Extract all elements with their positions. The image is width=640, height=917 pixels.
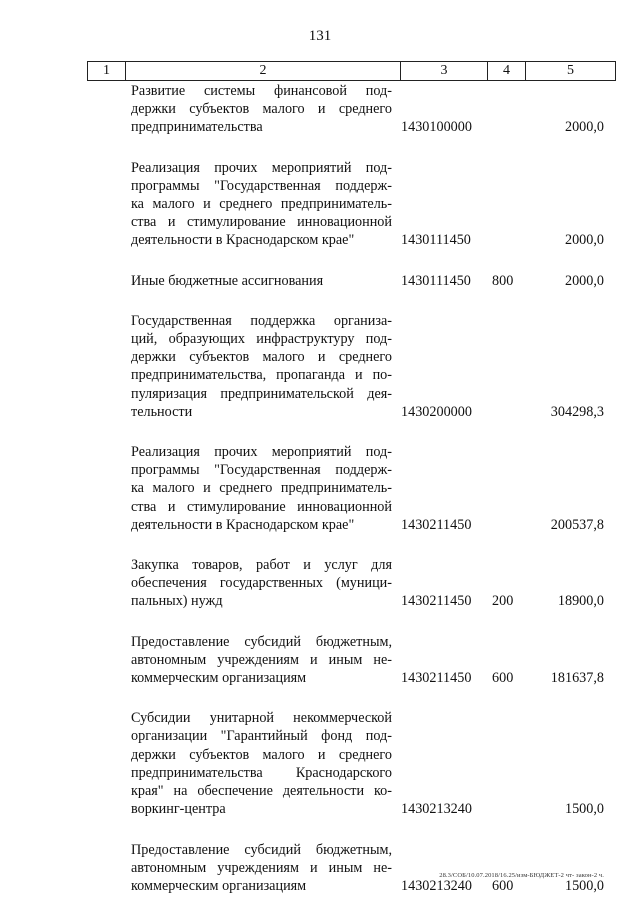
row-amount: 2000,0 — [564, 119, 604, 136]
description-line: предпринимательства Краснодарского — [131, 764, 392, 781]
row-description — [131, 443, 392, 534]
description-line: Государственная поддержка организа- — [131, 312, 392, 329]
description-line: держки субъектов малого и среднего — [131, 101, 392, 118]
description-line: Иные бюджетные ассигнования — [131, 272, 324, 289]
row-amount: 304298,3 — [550, 403, 604, 420]
row-amount: 181637,8 — [550, 670, 604, 687]
row-code: 1430100000 — [401, 119, 472, 136]
description-line: коммерческим организациям — [131, 670, 307, 687]
column-header-5: 5 — [526, 62, 616, 81]
budget-row — [0, 633, 640, 688]
description-line: держки субъектов малого и среднего — [131, 349, 392, 366]
row-code: 1430213240 — [401, 801, 472, 818]
description-line: края" на обеспечение деятельности ко- — [131, 783, 392, 800]
row-code: 1430211450 — [401, 593, 472, 610]
description-line: воркинг-центра — [131, 801, 226, 818]
column-header-table — [87, 61, 616, 81]
description-line: Закупка товаров, работ и услуг для — [131, 557, 392, 574]
description-line: ка малого и среднего предприниматель- — [131, 480, 392, 497]
row-amount: 18900,0 — [557, 593, 604, 610]
row-amount: 1500,0 — [564, 801, 604, 818]
budget-row — [0, 272, 640, 290]
budget-row — [0, 82, 640, 137]
column-header-2: 2 — [126, 62, 401, 81]
row-code: 1430111450 — [401, 272, 471, 289]
column-header-4: 4 — [488, 62, 526, 81]
description-line: ка малого и среднего предприниматель- — [131, 196, 392, 213]
description-line: программы "Государственная поддерж- — [131, 177, 392, 194]
description-line: обеспечения государственных (муници- — [131, 575, 392, 592]
description-line: предпринимательства — [131, 119, 263, 136]
column-header-3: 3 — [401, 62, 488, 81]
description-line: автономным учреждениям и иным не- — [131, 859, 392, 876]
row-amount: 2000,0 — [564, 272, 604, 289]
description-line: держки субъектов малого и среднего — [131, 746, 392, 763]
footer-reference: 28.3/СОБ/10.07.2018/16.25/изм-БЮДЖЕТ-2 чт- закон-2 ч. — [439, 872, 604, 879]
row-amount: 2000,0 — [564, 232, 604, 249]
description-line: Предоставление субсидий бюджетным, — [131, 633, 392, 650]
row-code: 1430211450 — [401, 516, 472, 533]
description-line: деятельности в Краснодарском крае" — [131, 232, 355, 249]
description-line: организации "Гарантийный фонд под- — [131, 728, 392, 745]
description-line: пуляризация предпринимательской дея- — [131, 385, 392, 402]
row-expense-type: 200 — [492, 593, 514, 610]
row-description — [131, 709, 392, 818]
row-description — [131, 159, 392, 250]
row-description — [131, 312, 392, 421]
row-expense-type: 800 — [492, 272, 514, 289]
budget-rows — [0, 82, 640, 917]
row-description — [131, 556, 392, 611]
budget-row — [0, 443, 640, 534]
description-line: ства и стимулирование инновационной — [131, 498, 392, 515]
page-number: 131 — [308, 28, 332, 44]
row-description — [131, 841, 392, 896]
budget-row — [0, 556, 640, 611]
description-line: деятельности в Краснодарском крае" — [131, 516, 355, 533]
budget-row — [0, 312, 640, 421]
row-amount: 1500,0 — [564, 877, 604, 894]
budget-row — [0, 709, 640, 818]
description-line: Развитие системы финансовой под- — [131, 83, 392, 99]
row-code: 1430211450 — [401, 670, 472, 687]
budget-row — [0, 841, 640, 896]
description-line: предпринимательства, пропаганда и по- — [131, 367, 392, 384]
description-line: ства и стимулирование инновационной — [131, 214, 392, 231]
description-line: программы "Государственная поддерж- — [131, 462, 392, 479]
description-line: Реализация прочих мероприятий под- — [131, 159, 392, 176]
row-expense-type: 600 — [492, 877, 514, 894]
description-line: пальных) нужд — [131, 593, 223, 610]
description-line: автономным учреждениям и иным не- — [131, 651, 392, 668]
description-line: Субсидии унитарной некоммерческой — [131, 710, 392, 727]
row-description — [131, 82, 392, 137]
row-code: 1430111450 — [401, 232, 471, 249]
row-description — [131, 272, 392, 290]
description-line: коммерческим организациям — [131, 877, 307, 894]
row-expense-type: 600 — [492, 670, 514, 687]
description-line: ций, образующих инфраструктуру под- — [131, 331, 392, 348]
row-code: 1430200000 — [401, 403, 472, 420]
description-line: Реализация прочих мероприятий под- — [131, 444, 392, 461]
description-line: Предоставление субсидий бюджетным, — [131, 841, 392, 858]
column-header-1: 1 — [88, 62, 126, 81]
description-line: тельности — [131, 403, 193, 420]
row-code: 1430213240 — [401, 877, 472, 894]
row-amount: 200537,8 — [550, 516, 604, 533]
row-description — [131, 633, 392, 688]
budget-row — [0, 159, 640, 250]
